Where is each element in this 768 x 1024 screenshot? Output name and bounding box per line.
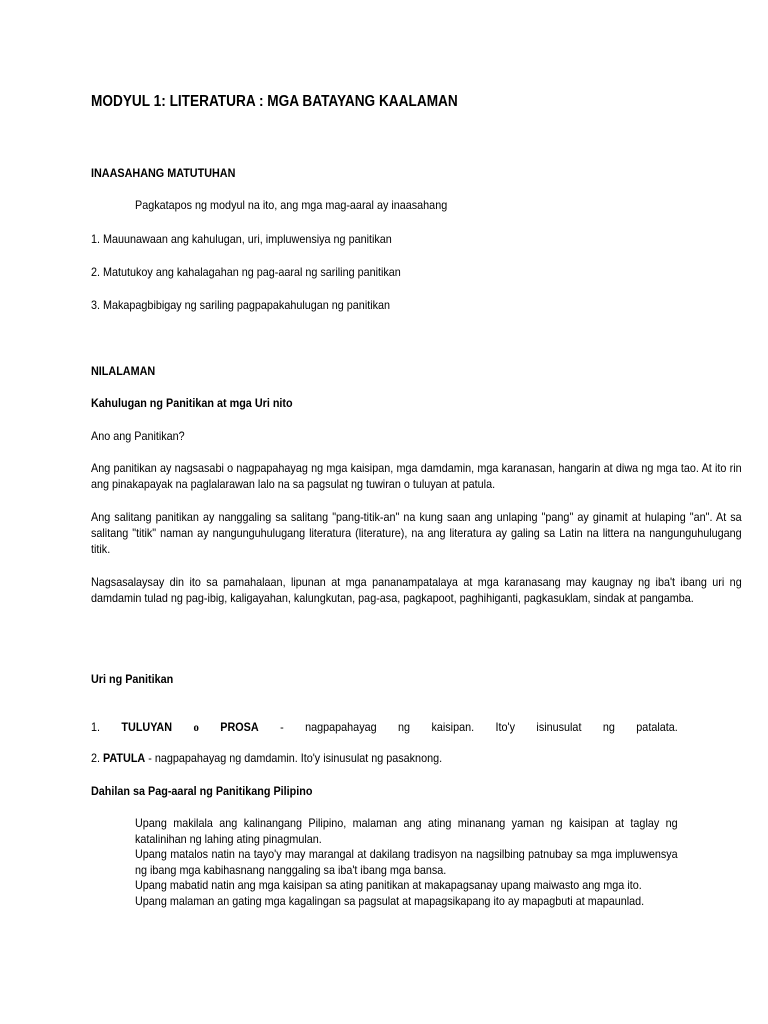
prosa-word: patalata.: [636, 720, 678, 734]
objective-item-1: 1. Mauunawaan ang kahulugan, uri, impluwensiya ng panitikan: [91, 232, 392, 246]
reason-item: Upang malaman an gating mga kagalingan sa pagsulat at mapagsikapang ito ay mapagbuti at mapaunlad.: [135, 893, 645, 908]
content-subheading: Kahulugan ng Panitikan at mga Uri nito: [91, 396, 293, 410]
reasons-list: [135, 816, 678, 909]
objective-item-2: 2. Matutukoy ang kahalagahan ng pag-aaral ng sariling panitikan: [91, 265, 401, 279]
objectives-heading: INAASAHANG MATUTUHAN: [91, 166, 236, 180]
content-question: Ano ang Panitikan?: [91, 429, 185, 443]
reasons-heading: Dahilan sa Pag-aaral ng Panitikang Pilipino: [91, 784, 313, 798]
prosa-word: nagpapahayag: [305, 720, 377, 734]
objective-item-3: 3. Makapagbibigay ng sariling pagpapakahulugan ng panitikan: [91, 298, 391, 312]
prosa-word: ng: [602, 720, 615, 734]
prosa-dash: -: [280, 720, 284, 734]
patula-term: PATULA: [103, 751, 146, 765]
prosa-word: Ito'y: [495, 720, 515, 734]
paragraph-themes: Nagsasalaysay din ito sa pamahalaan, lipunan at mga pananampatalaya at mga karanasang may kaugnay ng iba't ibang uri ng damdamin tulad ng pag-ibig, kaligayahan, kalungkutan, pag-asa, pagkapoot, paghihiganti, pagkasuklam, sindak at pangamba.: [91, 575, 742, 605]
type-item-prosa: [91, 720, 678, 735]
patula-number: 2.: [91, 751, 101, 765]
prosa-term-tuluyan: TULUYAN: [121, 720, 173, 734]
patula-description: - nagpapahayag ng damdamin. Ito'y isinusulat ng pasaknong.: [145, 751, 443, 765]
reason-item: Upang matalos natin na tayo'y may marangal at dakilang tradisyon na nagsilbing patnubay sa mga impluwensya ng ibang mga kabihasnang nanggaling sa iba't ibang mga bansa.: [135, 847, 678, 877]
types-heading: Uri ng Panitikan: [91, 672, 174, 686]
reason-item: Upang mabatid natin ang mga kaisipan sa ating panitikan at makapagsanay upang maiwasto ang mga ito.: [135, 878, 642, 892]
type-item-patula: [91, 751, 442, 765]
prosa-number: 1.: [91, 720, 101, 734]
prosa-word: kaisipan.: [431, 720, 475, 734]
prosa-word: ng: [398, 720, 411, 734]
reason-item: Upang makilala ang kalinangang Pilipino, malaman ang ating minanang yaman ng kaisipan at taglay ng katalinihan ng lahing ating pinagmulan.: [135, 816, 678, 846]
prosa-term-prosa: PROSA: [220, 720, 259, 734]
paragraph-etymology: Ang salitang panitikan ay nanggaling sa salitang "pang-titik-an" na kung saan ang unlaping "pang" ay ginamit at hulaping "an". At sa salitang "titik" naman ay nangunguhulugang literatura (literature), na ang literatura ay galing sa Latin na littera na nangunguhulugang titik.: [91, 510, 742, 556]
objectives-intro: Pagkatapos ng modyul na ito, ang mga mag-aaral ay inaasahang: [135, 198, 448, 212]
content-heading: NILALAMAN: [91, 364, 156, 378]
prosa-word: isinusulat: [536, 720, 582, 734]
paragraph-definition: Ang panitikan ay nagsasabi o nagpapahayag ng mga kaisipan, mga damdamin, mga karanasan, hangarin at diwa ng mga tao. At ito rin ang pinakapayak na paglalarawan lalo na sa pagsulat ng tuwiran o tuluyan at patula.: [91, 461, 742, 491]
module-title: MODYUL 1: LITERATURA : MGA BATAYANG KAALAMAN: [91, 93, 458, 110]
prosa-connector: o: [193, 720, 199, 734]
